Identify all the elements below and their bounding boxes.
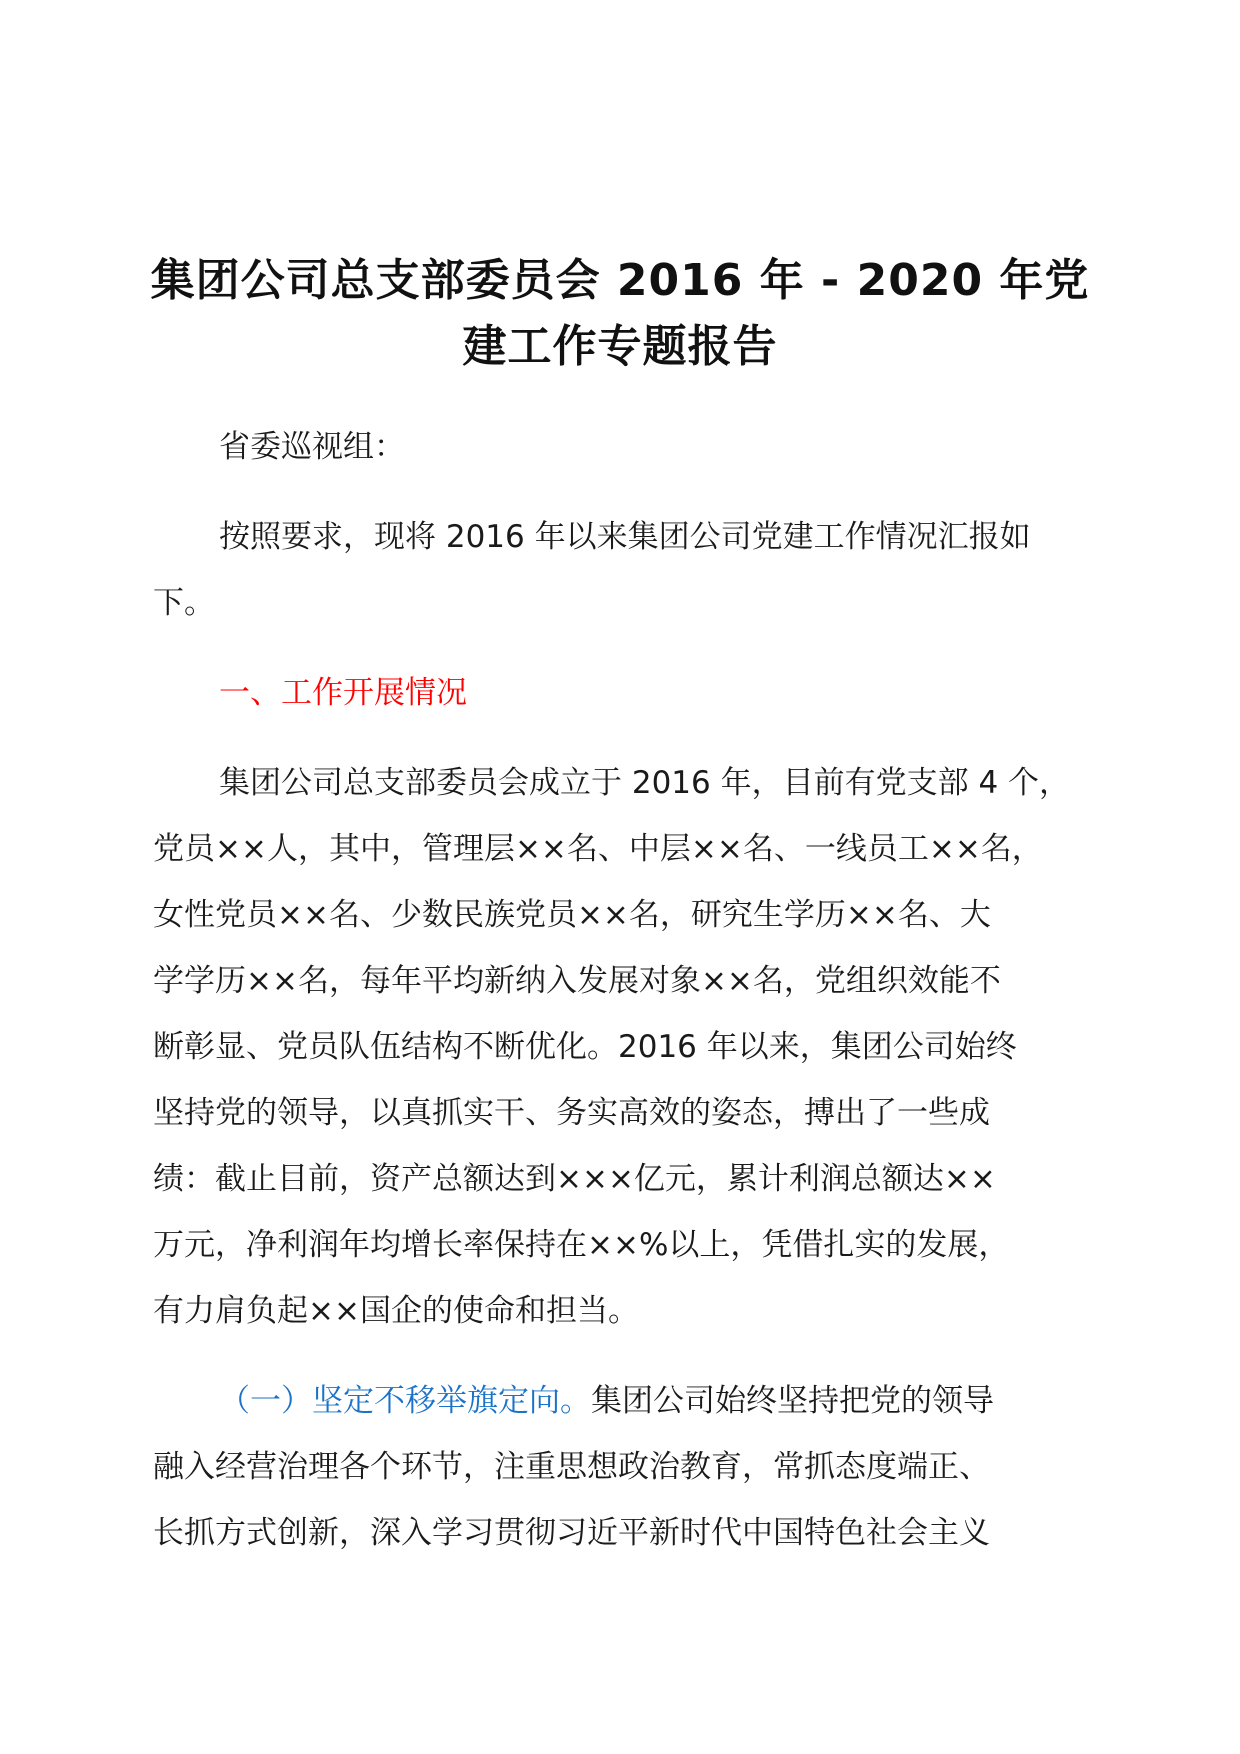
para2-line-1 (153, 1368, 1113, 1434)
document-title (140, 248, 1100, 380)
section-heading (153, 660, 1113, 726)
para2-line-2: 融入经营治理各个环节，注重思想政治教育，常抓态度端正、 (153, 1449, 990, 1485)
para1-line-7: 绩：截止目前，资产总额达到×××亿元，累计利润总额达×× (153, 1161, 996, 1197)
para2-line-3: 长抓方式创新，深入学习贯彻习近平新时代中国特色社会主义 (153, 1515, 990, 1551)
salutation (153, 414, 1113, 480)
paragraph-overview (153, 750, 1113, 1344)
title-line-1: 集团公司总支部委员会 2016 年 - 2020 年党 (150, 255, 1090, 306)
para2-line-1-rest: 集团公司始终坚持把党的领导 (591, 1383, 994, 1419)
intro-paragraph (153, 504, 1113, 636)
para1-line-8: 万元，净利润年均增长率保持在××%以上，凭借扎实的发展， (153, 1227, 1010, 1263)
document-body (153, 414, 1113, 1566)
para1-line-2: 党员××人，其中，管理层××名、中层××名、一线员工××名， (153, 831, 1043, 867)
para1-line-3: 女性党员××名、少数民族党员××名，研究生学历××名、大 (153, 897, 991, 933)
para1-line-1: 集团公司总支部委员会成立于 2016 年，目前有党支部 4 个， (219, 765, 1071, 801)
para1-line-6: 坚持党的领导，以真抓实干、务实高效的姿态，搏出了一些成 (153, 1095, 990, 1131)
section-heading-text: 一、工作开展情况 (219, 675, 467, 711)
intro-line-2: 下。 (153, 585, 215, 621)
para1-line-5: 断彰显、党员队伍结构不断优化。2016 年以来，集团公司始终 (153, 1029, 1017, 1065)
salutation-text: 省委巡视组： (219, 429, 405, 465)
intro-line-1: 按照要求，现将 2016 年以来集团公司党建工作情况汇报如 (219, 519, 1031, 555)
para1-line-9: 有力肩负起××国企的使命和担当。 (153, 1293, 639, 1329)
paragraph-direction (153, 1368, 1113, 1566)
title-line-2: 建工作专题报告 (462, 321, 778, 372)
para1-line-4: 学学历××名，每年平均新纳入发展对象××名，党组织效能不 (153, 963, 1001, 999)
sub-heading: （一）坚定不移举旗定向。 (219, 1383, 591, 1419)
